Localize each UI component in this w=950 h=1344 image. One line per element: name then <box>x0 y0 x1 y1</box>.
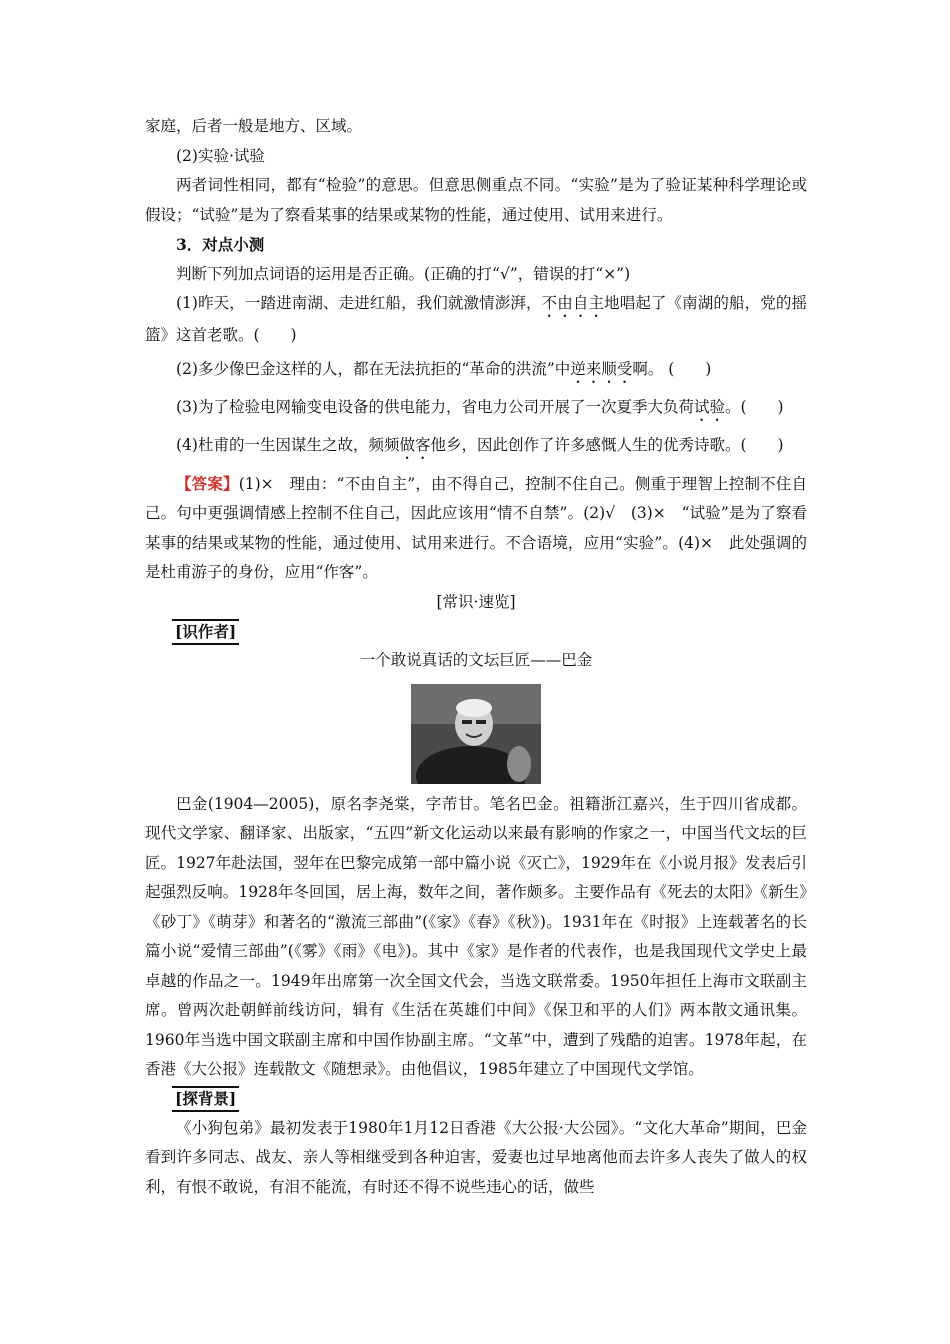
test-instruction: 判断下列加点词语的运用是否正确。(正确的打“√”，错误的打“×”) <box>176 264 631 283</box>
question-3 <box>145 393 807 425</box>
background-box-line <box>145 1085 807 1114</box>
question-4 <box>145 431 807 463</box>
question-4-text-b: 他乡，因此创作了许多感慨人生的优秀诗歌。( ) <box>430 435 784 454</box>
question-2-text-a: (2)多少像巴金这样的人，都在无法抗拒的“革命的洪流”中 <box>176 359 571 378</box>
question-2-dotted-word: 逆来顺受 <box>570 359 633 378</box>
question-2-text-b: 啊。 ( ) <box>632 359 712 378</box>
document-page <box>145 112 807 1202</box>
answer-tag: 【答案】 <box>176 473 239 493</box>
item-2-title: (2)实验·试验 <box>176 146 265 165</box>
author-portrait-image <box>411 684 541 784</box>
section-title: [常识·速览] <box>436 592 516 611</box>
question-1-text-a: (1)昨天，一踏进南湖、走进红船，我们就激情澎湃， <box>176 294 542 312</box>
author-bio: 巴金(1904—2005)，原名李尧棠，字芾甘。笔名巴金。祖籍浙江嘉兴，生于四川省成都。现代文学家、翻译家、出版家，“五四”新文化运动以来最有影响的作家之一，中国当代文坛的巨匠。1927年赴法国，翌年在巴黎完成第一部中篇小说《灭亡》，1929年在《小说月报》发表后引起强烈反响。1928年冬回国，居上海，数年之间，著作颇多。主要作品有《死去的太阳》《新生》《砂丁》《萌芽》和著名的“激流三部曲”(《家》《春》《秋》)。1931年在《时报》上连载著名的长篇小说“爱情三部曲”(《雾》《雨》《电》)。其中《家》是作者的代表作，也是我国现代文学史上最卓越的作品之一。1949年出席第一次全国文代会，当选文联常委。1950年担任上海市文联副主席。曾两次赴朝鲜前线访问，辑有《生活在英雄们中间》《保卫和平的人们》两本散文通讯集。1960年当选中国文联副主席和中国作协副主席。“文革”中，遭到了残酷的迫害。1978年起，在香港《大公报》连载散文《随想录》。由他倡议，1985年建立了中国现代文学馆。 <box>145 794 807 1078</box>
question-4-dotted-word: 做客 <box>399 435 431 454</box>
question-3-text-b: 。( ) <box>724 397 784 416</box>
paragraph-continuation: 家庭，后者一般是地方、区域。 <box>145 117 363 135</box>
question-3-dotted-word: 试验 <box>693 397 725 416</box>
background-box-label: [探背景] <box>172 1086 239 1112</box>
question-2 <box>145 355 807 387</box>
answer-text: (1)× 理由：“不由自主”，由不得自己，控制不住自己。侧重于理智上控制不住自己。句中更强调情感上控制不住自己，因此应该用“情不自禁”。(2)√ (3)× “试验”是为了察看某事的结果或某物的性能，通过使用、试用来进行。不合语境，应用“实验”。(4)× 此处强调的是杜甫游子的身份，应用“作客”。 <box>145 474 807 581</box>
item-2-body: 两者词性相同，都有“检验”的意思。但意思侧重点不同。“实验”是为了验证某种科学理论或假设；“试验”是为了察看某事的结果或某物的性能，通过使用、试用来进行。 <box>145 176 807 224</box>
question-1-text-b: 地唱起了《南湖的船，党的摇篮》这首老歌。( ) <box>145 294 807 344</box>
author-box-line <box>145 617 807 646</box>
answer-paragraph <box>145 469 807 588</box>
author-photo-wrap <box>145 684 807 784</box>
question-1 <box>145 289 807 351</box>
author-box-label: [识作者] <box>172 619 239 645</box>
question-1-dotted-word: 不由自主 <box>541 294 605 312</box>
question-4-text-a: (4)杜甫的一生因谋生之故，频频 <box>176 435 400 454</box>
background-text: 《小狗包弟》最初发表于1980年1月12日香港《大公报·大公园》。“文化大革命”期间，巴金看到许多同志、战友、亲人等相继受到各种迫害，爱妻也过早地离他而去许多人丧失了做人的权利，有恨不敢说，有泪不能流，有时还不得不说些违心的话，做些 <box>145 1118 807 1196</box>
test-heading: 3．对点小测 <box>176 235 265 254</box>
portrait-drawing <box>411 684 541 784</box>
question-3-text-a: (3)为了检验电网输变电设备的供电能力，省电力公司开展了一次夏季大负荷 <box>176 397 694 416</box>
author-title: 一个敢说真话的文坛巨匠——巴金 <box>359 651 593 669</box>
